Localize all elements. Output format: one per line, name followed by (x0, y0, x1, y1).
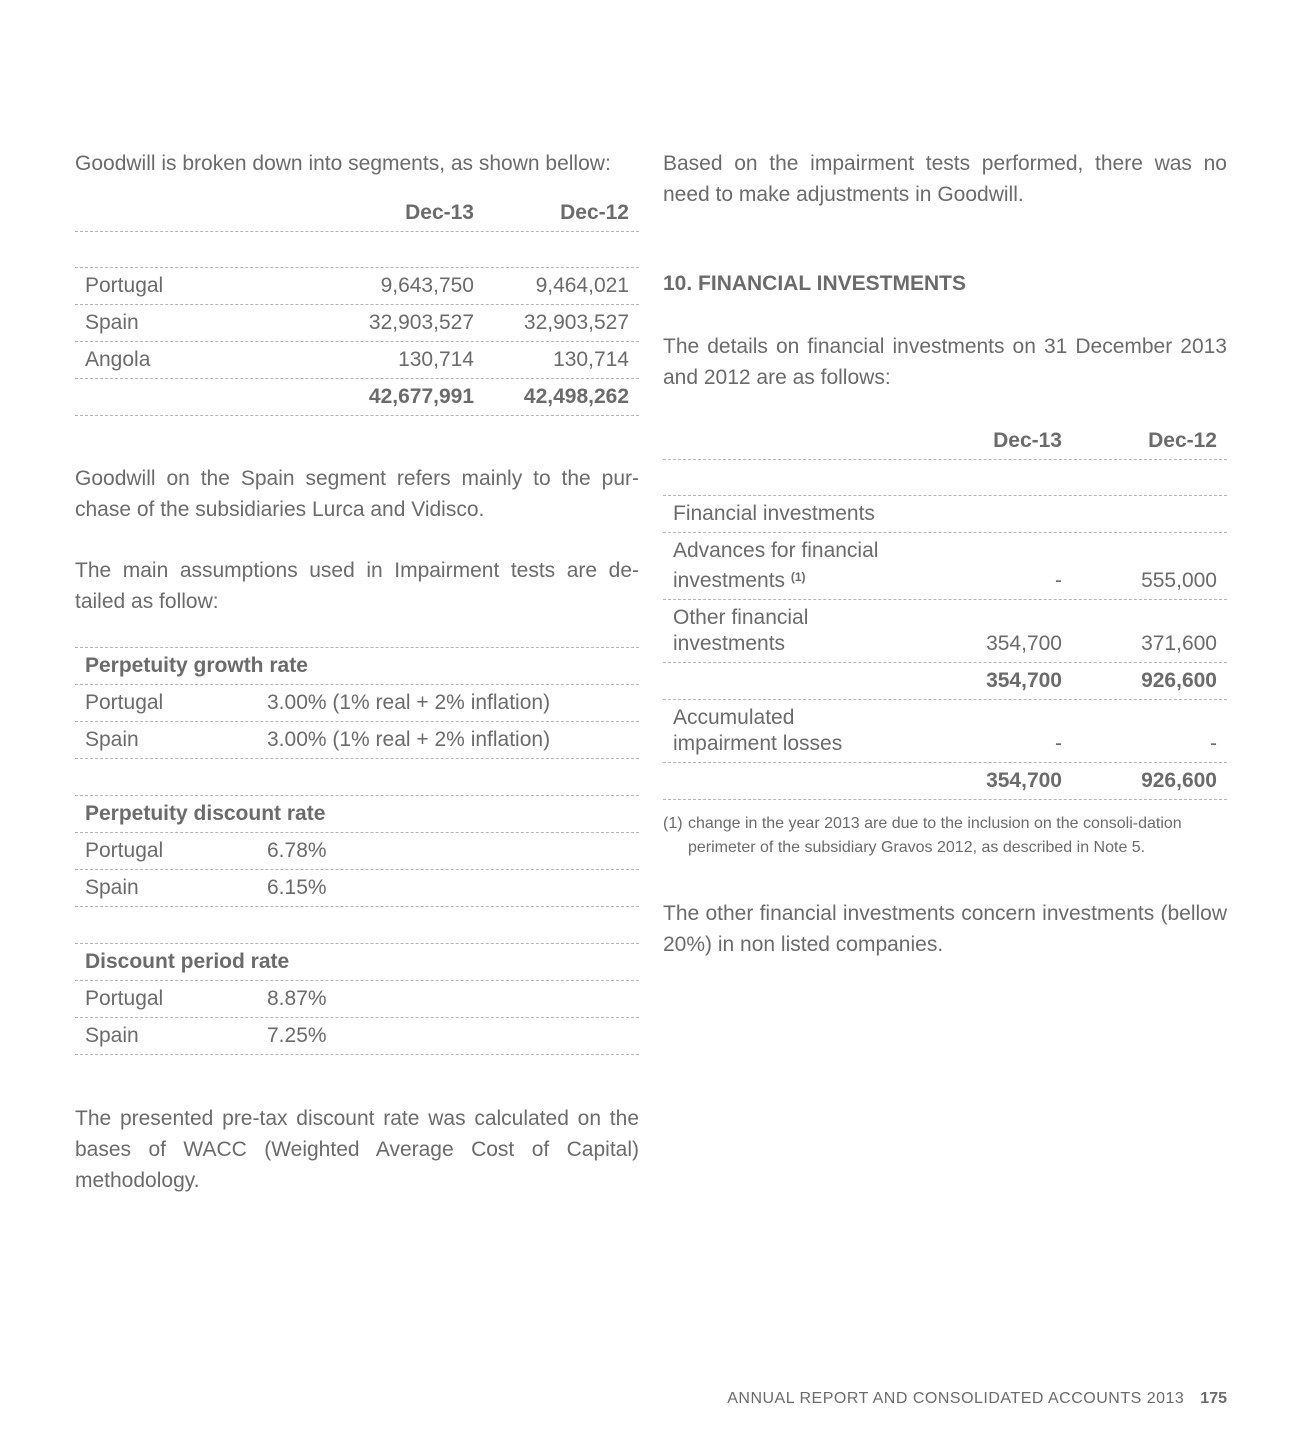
table-row (663, 496, 1227, 533)
row-label: Portugal (85, 274, 164, 297)
footnote (663, 812, 1227, 860)
row-label: Portugal (85, 839, 164, 862)
assumptions-intro: The main assumptions used in Impairment tests are de-tailed as follow: (75, 559, 639, 613)
report-title: ANNUAL REPORT AND CONSOLIDATED ACCOUNTS 2013 (727, 1390, 1185, 1407)
footnote-mark: (1) (663, 815, 683, 832)
group-title: Discount period rate (85, 950, 290, 973)
table-total-row (663, 763, 1227, 800)
row-label: Portugal (85, 987, 164, 1010)
row-value: 6.78% (267, 839, 327, 862)
group-label: Financial investments (673, 502, 875, 525)
table-row (75, 305, 639, 342)
header-dec13: Dec-13 (405, 201, 474, 224)
row-label: Angola (85, 348, 151, 371)
table-row (75, 268, 639, 305)
row-label: Spain (85, 876, 139, 899)
table-row (75, 342, 639, 379)
table-header-row (663, 423, 1227, 460)
row-label: Spain (85, 1024, 139, 1047)
row-dec12: 555,000 (1141, 569, 1217, 592)
group-title: Perpetuity discount rate (85, 802, 326, 825)
row-dec13: - (1055, 732, 1062, 755)
table-header-row (75, 195, 639, 232)
row-value: 3.00% (1% real + 2% inflation) (267, 728, 551, 751)
financial-investments-table (663, 423, 1227, 800)
table-total-row (75, 379, 639, 416)
row-dec13: 32,903,527 (368, 311, 474, 334)
table-row (75, 722, 639, 759)
footnote-text: change in the year 2013 are due to the inclusion on the consoli-dation perimeter of the subsidiary Gravos 2012, as described in Note 5. (688, 815, 1182, 856)
row-dec13: - (1055, 569, 1062, 592)
page-number: 175 (1200, 1390, 1227, 1407)
total-dec13: 42,677,991 (368, 385, 474, 408)
impairment-note: Based on the impairment tests performed, there was no need to make adjustments in Goodwill. (663, 152, 1227, 206)
header-dec13: Dec-13 (993, 429, 1062, 452)
total-dec13: 354,700 (986, 769, 1062, 792)
other-note: The other financial investments concern investments (bellow 20%) in non listed companies. (663, 902, 1227, 956)
table-row (663, 700, 1227, 763)
table-row (75, 1018, 639, 1055)
assumption-group-discount (75, 795, 639, 907)
row-label: Portugal (85, 691, 164, 714)
details-intro: The details on financial investments on 31 December 2013 and 2012 are as follows: (663, 335, 1227, 389)
table-row (75, 685, 639, 722)
row-value: 8.87% (267, 987, 327, 1010)
total-dec12: 926,600 (1141, 769, 1217, 792)
right-column (663, 148, 1227, 960)
table-row (75, 833, 639, 870)
row-value: 6.15% (267, 876, 327, 899)
footnote-ref: (1) (790, 570, 806, 584)
assumptions-table (75, 647, 639, 1055)
table-row (75, 981, 639, 1018)
row-dec12: 32,903,527 (523, 311, 629, 334)
row-label: Other financial investments (673, 606, 809, 655)
row-value: 7.25% (267, 1024, 327, 1047)
goodwill-table (75, 195, 639, 416)
row-dec12: 9,464,021 (535, 274, 629, 297)
subtotal-dec12: 926,600 (1141, 669, 1217, 692)
table-row (663, 533, 1227, 600)
header-label (663, 449, 963, 459)
header-label (75, 221, 329, 231)
goodwill-intro: Goodwill is broken down into segments, as shown bellow: (75, 152, 611, 175)
assumption-group-growth (75, 647, 639, 759)
table-row (663, 600, 1227, 663)
row-dec12: - (1210, 732, 1217, 755)
group-title: Perpetuity growth rate (85, 654, 308, 677)
row-dec13: 9,643,750 (380, 274, 474, 297)
total-dec12: 42,498,262 (523, 385, 629, 408)
row-dec12: 130,714 (553, 348, 629, 371)
subtotal-dec13: 354,700 (986, 669, 1062, 692)
spain-note: Goodwill on the Spain segment refers mainly to the pur-chase of the subsidiaries Lurca and Vidisco. (75, 467, 639, 521)
assumption-group-period (75, 943, 639, 1055)
wacc-note: The presented pre-tax discount rate was calculated on the bases of WACC (Weighted Average Cost of Capital) methodology. (75, 1107, 639, 1192)
row-dec13: 354,700 (986, 632, 1062, 655)
page-footer (0, 1390, 1227, 1408)
header-dec12: Dec-12 (1148, 429, 1217, 452)
row-label: Spain (85, 311, 139, 334)
left-column (75, 148, 639, 1196)
table-spacer (663, 460, 1227, 496)
row-label: Advances for financial investments $^{(1)}$ (673, 539, 879, 592)
table-row (75, 870, 639, 907)
section-title: 10. FINANCIAL INVESTMENTS (663, 272, 966, 295)
table-subtotal-row (663, 663, 1227, 700)
row-label: Accumulated impairment losses (673, 706, 843, 755)
row-dec12: 371,600 (1141, 632, 1217, 655)
header-dec12: Dec-12 (560, 201, 629, 224)
row-value: 3.00% (1% real + 2% inflation) (267, 691, 551, 714)
row-dec13: 130,714 (398, 348, 474, 371)
row-label: Spain (85, 728, 139, 751)
table-spacer (75, 232, 639, 268)
